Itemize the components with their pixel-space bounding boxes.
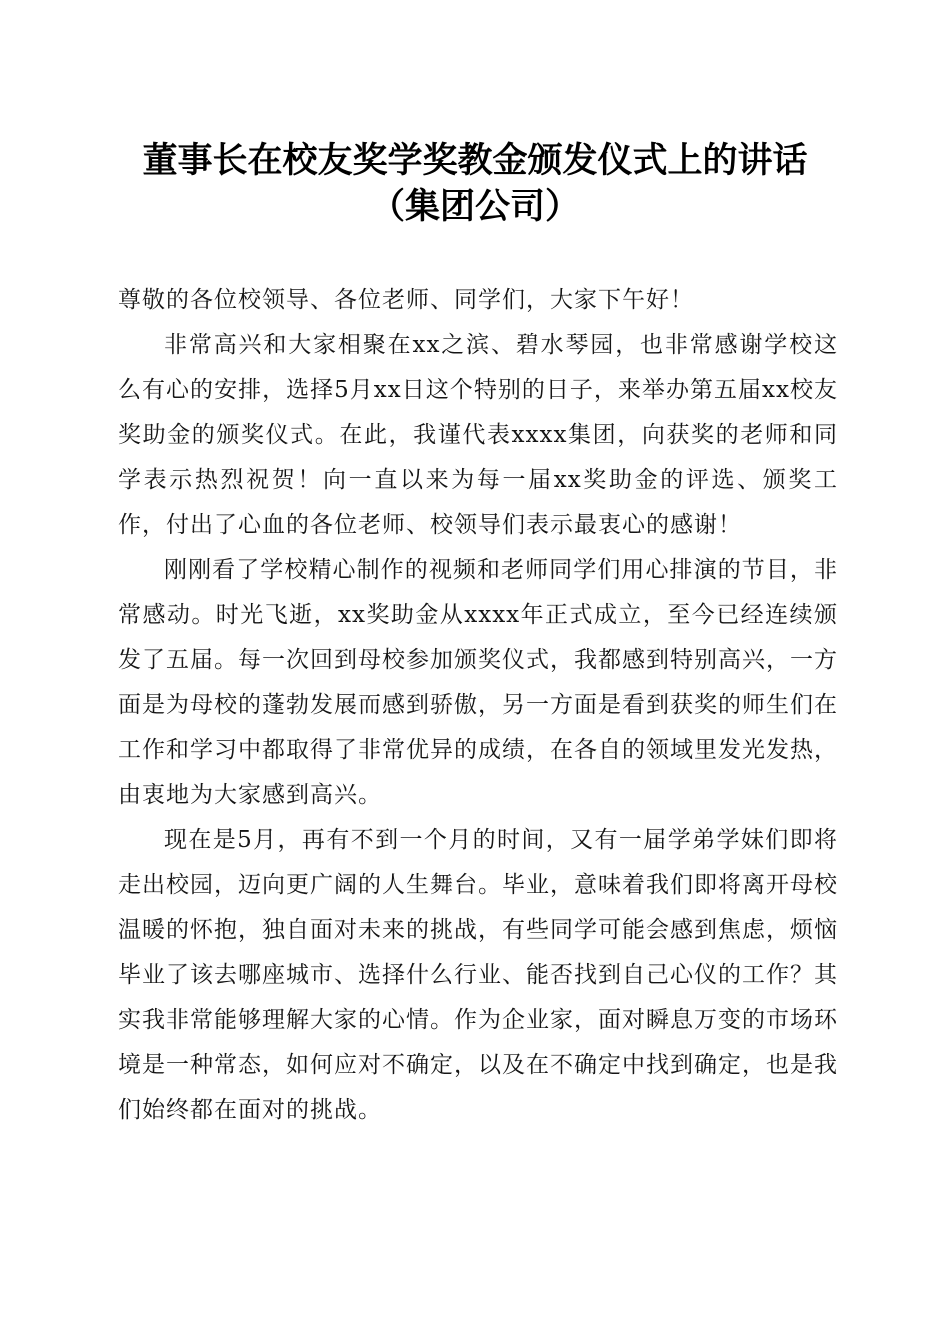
title-line-2: （集团公司） bbox=[369, 186, 580, 227]
title-line-1: 董事长在校友奖学奖教金颁发仪式上的讲话 bbox=[142, 140, 808, 181]
salutation-paragraph: 尊敬的各位校领导、各位老师、同学们，大家下午好！ bbox=[118, 287, 694, 313]
body-paragraph: 非常高兴和大家相聚在xx之滨、碧水琴园，也非常感谢学校这么有心的安排，选择5月xx日这个特别的日子，来举办第五届xx校友奖助金的颁奖仪式。在此，我谨代表xxxx集团，向获奖的老师和同学表示热烈祝贺！向一直以来为每一届xx奖助金的评选、颁奖工作，付出了心血的各位老师、校领导们表示最衷心的感谢！ bbox=[118, 332, 838, 538]
body-paragraph: 现在是5月，再有不到一个月的时间，又有一届学弟学妹们即将走出校园，迈向更广阔的人生舞台。毕业，意味着我们即将离开母校温暖的怀抱，独自面对未来的挑战，有些同学可能会感到焦虑，烦恼毕业了该去哪座城市、选择什么行业、能否找到自己心仪的工作？其实我非常能够理解大家的心情。作为企业家，面对瞬息万变的市场环境是一种常态，如何应对不确定，以及在不确定中找到确定，也是我们始终都在面对的挑战。 bbox=[118, 827, 838, 1123]
document-body bbox=[118, 278, 838, 1133]
document-title bbox=[100, 138, 850, 230]
body-paragraph: 刚刚看了学校精心制作的视频和老师同学们用心排演的节目，非常感动。时光飞逝，xx奖助金从xxxx年正式成立，至今已经连续颁发了五届。每一次回到母校参加颁奖仪式，我都感到特别高兴，一方面是为母校的蓬勃发展而感到骄傲，另一方面是看到获奖的师生们在工作和学习中都取得了非常优异的成绩，在各自的领域里发光发热，由衷地为大家感到高兴。 bbox=[118, 557, 838, 808]
